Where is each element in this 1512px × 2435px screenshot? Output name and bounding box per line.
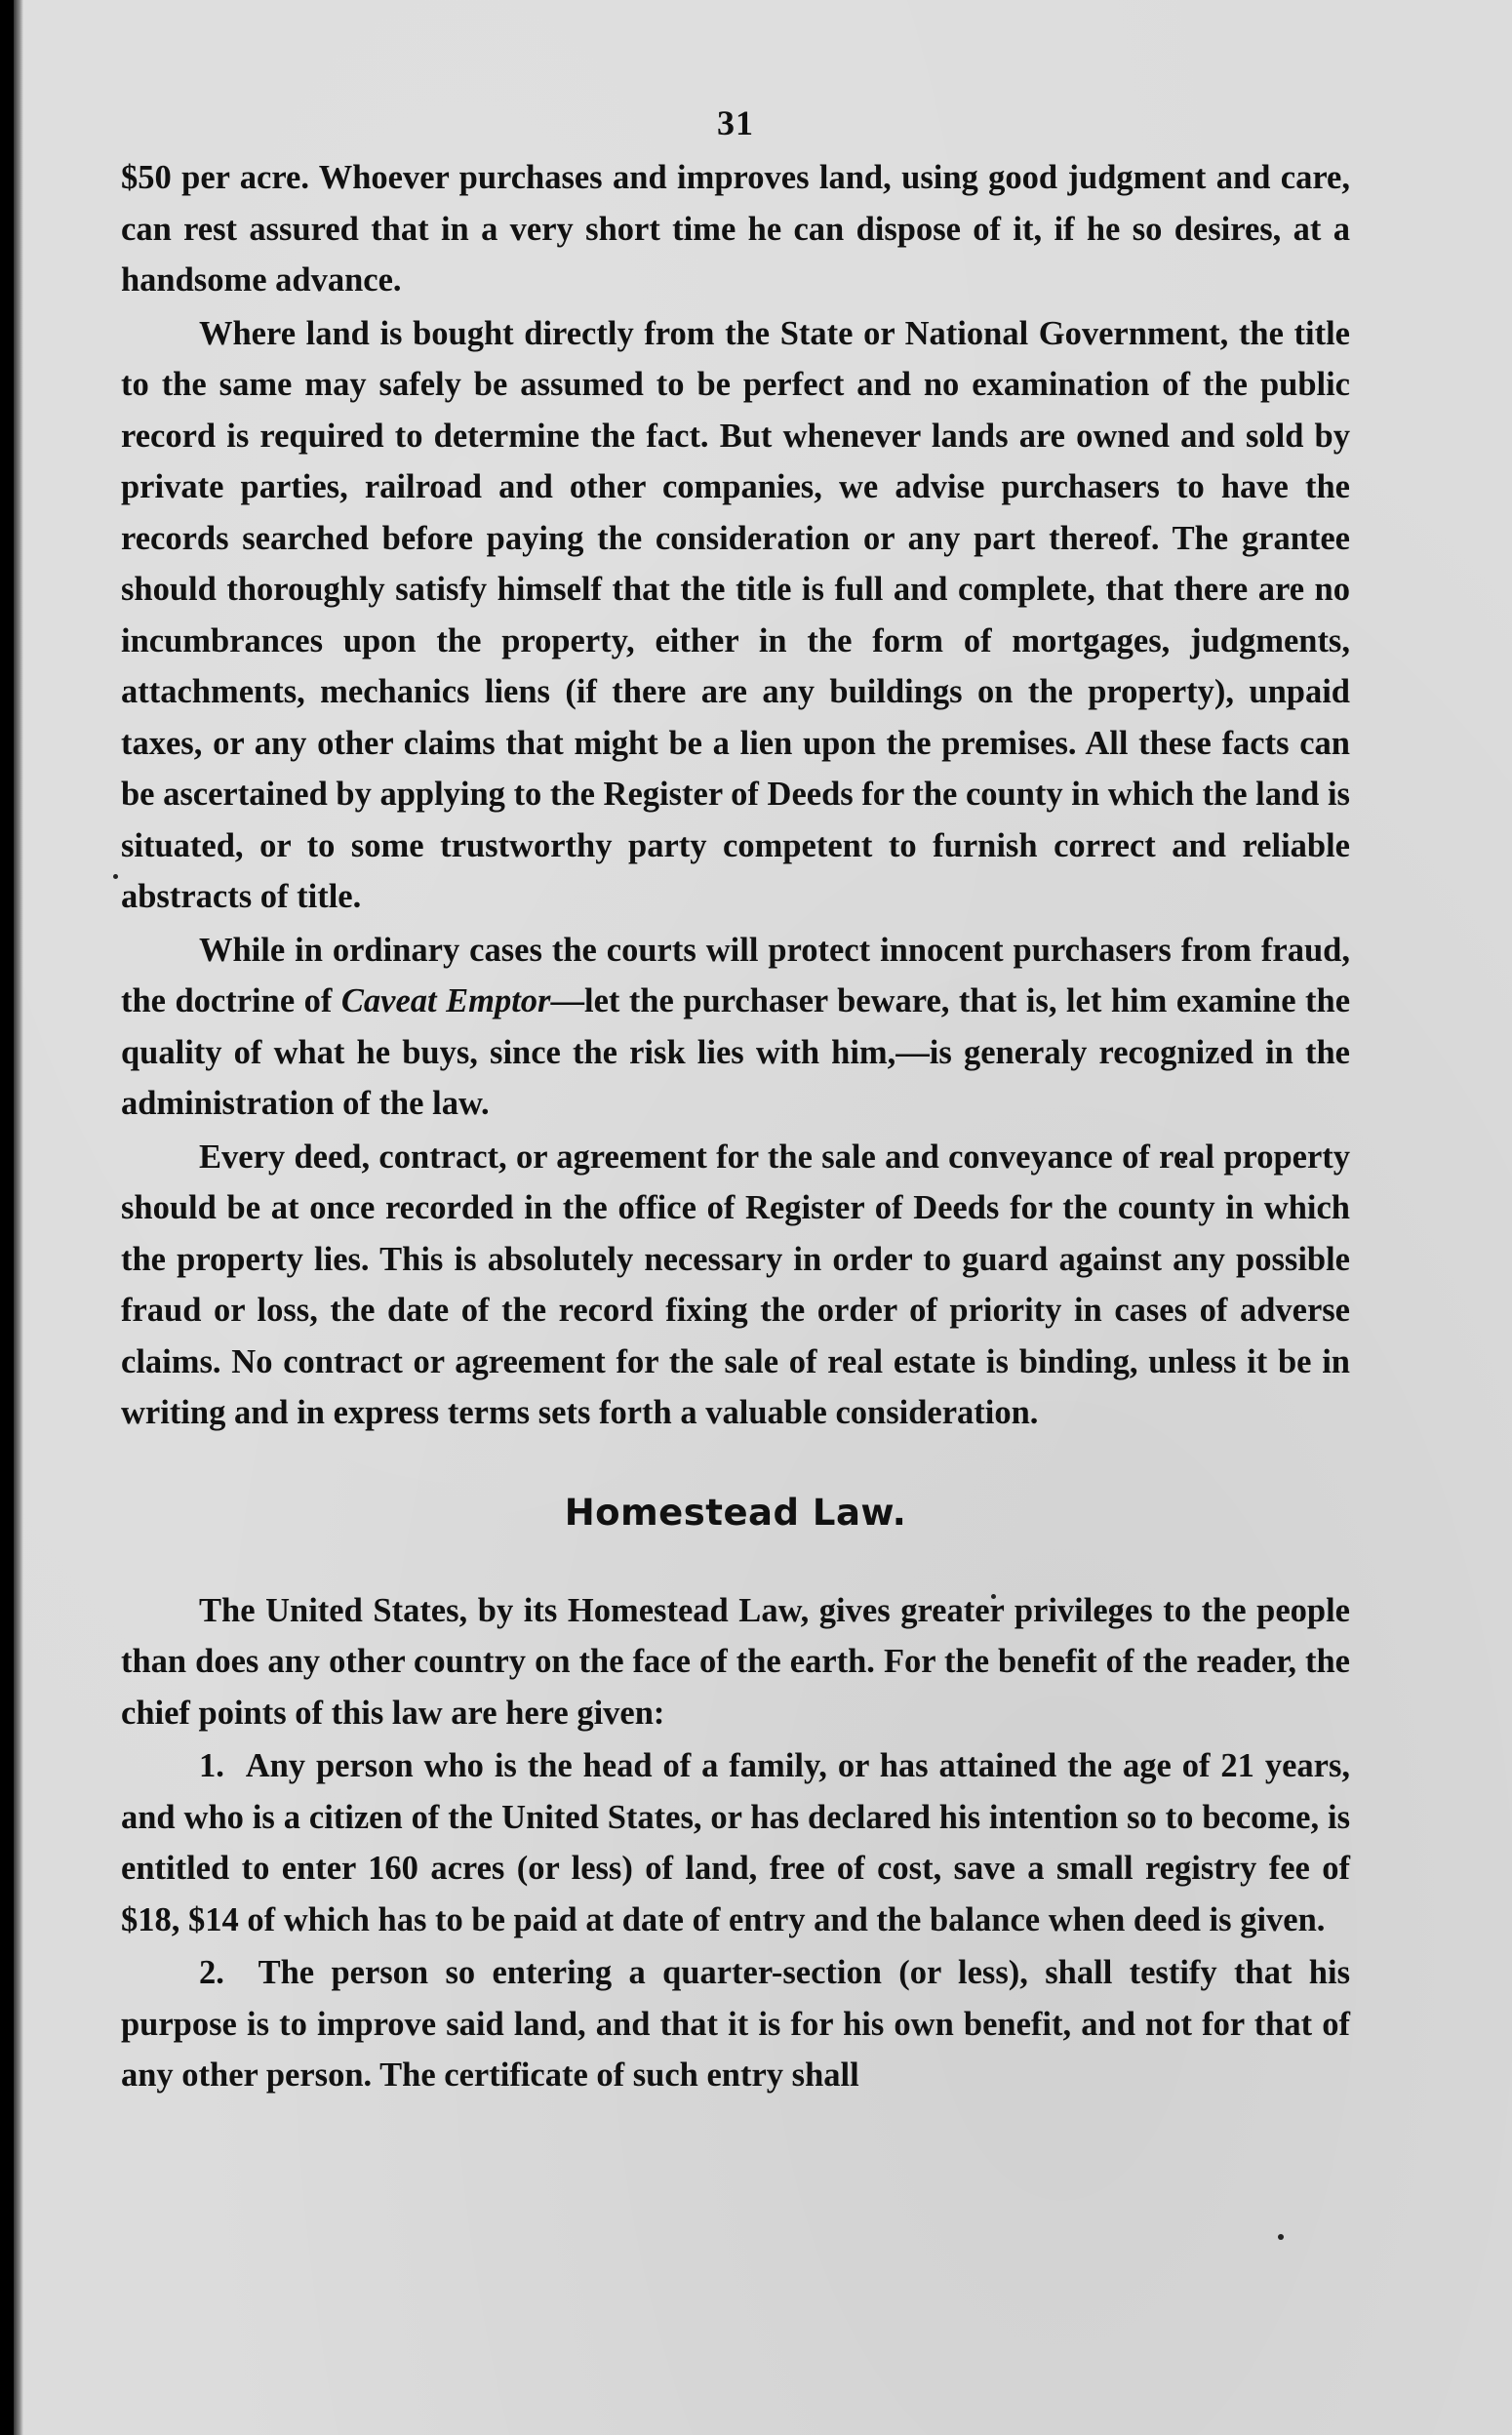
homestead-item-1 bbox=[121, 1740, 1350, 1945]
paragraph-land-advance: $50 per acre. Whoever purchases and improves land, using good judgment and care, can rest assured that in a very short time he can dispose of it, if he so desires, at a handsome advance. bbox=[121, 159, 1350, 299]
caveat-emptor-term: Caveat Emptor bbox=[340, 982, 551, 1019]
item-number: 1. bbox=[199, 1747, 224, 1784]
homestead-item-2 bbox=[121, 1947, 1350, 2101]
page-number: 31 bbox=[717, 103, 754, 142]
item-text: The person so entering a quarter-section (or less), shall testify that his purpose is to improve said land, and that it is for his own benefit, and not for that of any other person. The certificate of such entry shall bbox=[121, 1954, 1350, 2094]
paragraph-deed-recording: Every deed, contract, or agreement for the sale and conveyance of real property should be at once recorded in the office of Register of Deeds for the county in which the property lies. This is absolutely necessary in order to guard against any possible fraud or loss, the date of the record fixing the order of priority in cases of adverse claims. No contract or agreement for the sale of real estate is binding, unless it be in writing and in express terms sets forth a valuable consideration. bbox=[121, 1138, 1350, 1431]
item-text: Any person who is the head of a family, or has attained the age of 21 years, and who is a citizen of the United States, or has declared his intention so to become, is entitled to enter 160 acres (or less) of land, free of cost, save a small registry fee of $18, $14 of which has to be paid at date of entry and the balance when deed is given. bbox=[121, 1747, 1350, 1938]
paragraph-homestead-intro: The United States, by its Homestead Law, gives greater privileges to the people than does any other country on the face of the earth. For the benefit of the reader, the chief points of this law are here given: bbox=[121, 1591, 1350, 1732]
item-number: 2. bbox=[199, 1954, 224, 1991]
paragraph-caveat-emptor bbox=[121, 925, 1350, 1130]
caveat-text-before: While in ordinary cases the courts will protect innocent purchasers from fraud, the doctrine of bbox=[121, 931, 1350, 1019]
caveat-text-after: —let the purchaser beware, that is, let him examine the quality of what he buys, since the risk lies with him,—is generaly recognized in the administration of the law. bbox=[121, 982, 1351, 1122]
page-binding-edge bbox=[14, 0, 23, 2435]
ink-speck bbox=[1278, 2234, 1284, 2240]
paragraph-title-records: Where land is bought directly from the State or National Government, the title to the same may safely be assumed to be perfect and no examination of the public record is required to determine the fact. But whenever lands are owned and sold by private parties, railroad and other companies, we advise purchasers to have the records searched before paying the consideration or any part thereof. The grantee should thoroughly satisfy himself that the title is full and complete, that there are no incumbrances upon the property, either in the form of mortgages, judgments, attachments, mechanics liens (if there are any buildings on the property), unpaid taxes, or any other claims that might be a lien upon the premises. All these facts can be ascertained by applying to the Register of Deeds for the county in which the land is situated, or to some trustworthy party competent to furnish correct and reliable abstracts of title. bbox=[121, 314, 1350, 915]
ink-speck bbox=[113, 874, 118, 879]
section-heading: Homestead Law. bbox=[564, 1491, 907, 1534]
page-text bbox=[121, 94, 1350, 2103]
